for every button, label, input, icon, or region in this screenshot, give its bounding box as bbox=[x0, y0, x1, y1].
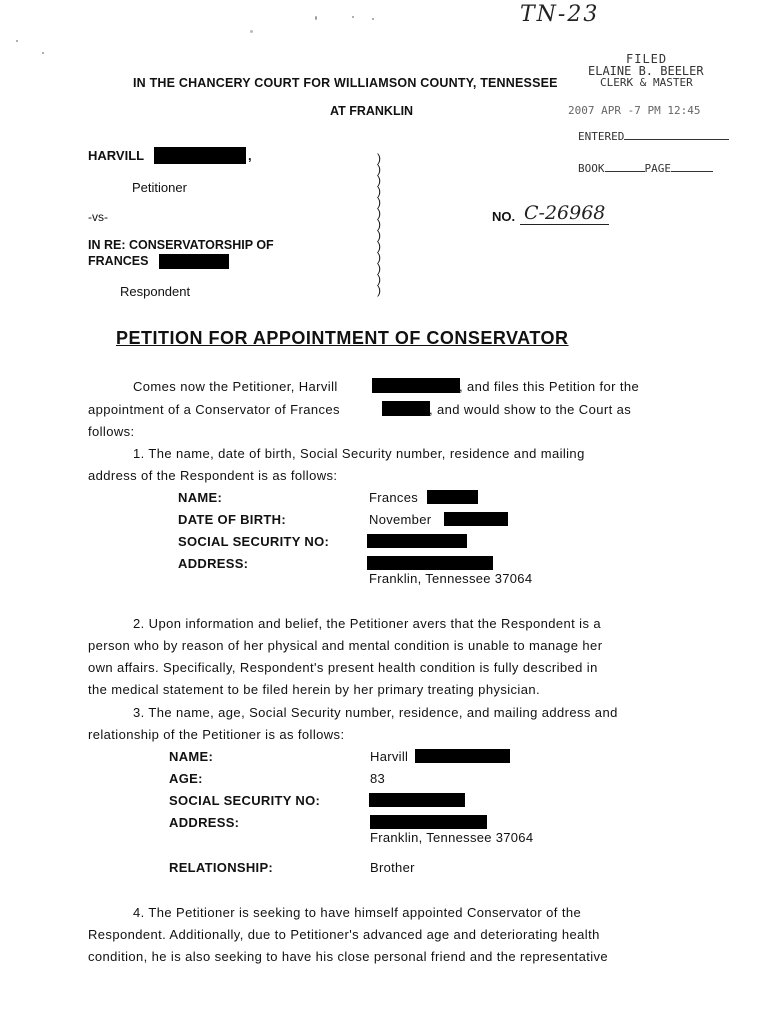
para1-line-1: 1. The name, date of birth, Social Security number, residence and mailing bbox=[133, 446, 585, 461]
redaction-block bbox=[370, 815, 487, 829]
court-location: AT FRANKLIN bbox=[330, 104, 414, 118]
stamp-date: 2007 APR -7 PM 12:45 bbox=[568, 104, 701, 117]
caption-bracket: ) ) ) ) ) ) ) ) ) ) ) ) ) bbox=[377, 151, 381, 297]
document-title: PETITION FOR APPOINTMENT OF CONSERVATOR bbox=[116, 328, 569, 348]
scan-speck bbox=[16, 40, 18, 42]
respondent-name-value: Frances bbox=[369, 490, 419, 505]
para4-line-3: condition, he is also seeking to have his close personal friend and the representative bbox=[88, 949, 609, 964]
redaction-block bbox=[415, 749, 510, 763]
para3-line-2: relationship of the Petitioner is as follows: bbox=[88, 727, 345, 742]
case-number-value: C-26968 bbox=[520, 202, 609, 225]
scan-speck bbox=[250, 30, 253, 33]
respondent-name-label: NAME: bbox=[178, 490, 223, 505]
respondent-address-label: ADDRESS: bbox=[178, 556, 249, 571]
para1-line-2: address of the Respondent is as follows: bbox=[88, 468, 338, 483]
redaction-block bbox=[444, 512, 508, 526]
intro-line-2a: appointment of a Conservator of Frances bbox=[88, 402, 340, 417]
respondent-dob-value: November bbox=[369, 512, 432, 527]
stamp-book-label: BOOK bbox=[578, 162, 605, 175]
caption-versus: -vs- bbox=[88, 210, 108, 224]
intro-line-1b: , and files this Petition for the bbox=[459, 379, 640, 394]
redaction-block bbox=[154, 147, 246, 164]
petitioner-address-label: ADDRESS: bbox=[169, 815, 240, 830]
redaction-block bbox=[427, 490, 478, 504]
para4-line-2: Respondent. Additionally, due to Petitioner's advanced age and deteriorating health bbox=[88, 927, 600, 942]
intro-line-1a: Comes now the Petitioner, Harvill bbox=[133, 379, 338, 394]
handwritten-case-mark: TN-23 bbox=[520, 2, 600, 27]
scan-speck bbox=[372, 18, 374, 20]
scan-speck bbox=[315, 16, 317, 20]
petitioner-relationship-label: RELATIONSHIP: bbox=[169, 860, 274, 875]
redaction-block bbox=[372, 378, 460, 393]
petitioner-age-label: AGE: bbox=[169, 771, 203, 786]
respondent-ssn-label: SOCIAL SECURITY NO: bbox=[178, 534, 330, 549]
scan-speck bbox=[42, 52, 44, 54]
petitioner-relationship-value: Brother bbox=[370, 860, 415, 875]
para2-line-4: the medical statement to be filed herein by her primary treating physician. bbox=[88, 682, 540, 697]
redaction-block bbox=[159, 254, 229, 269]
stamp-page-label: PAGE bbox=[644, 162, 671, 175]
respondent-dob-label: DATE OF BIRTH: bbox=[178, 512, 286, 527]
caption-respondent-role: Respondent bbox=[120, 284, 191, 299]
stamp-entered-label: ENTERED bbox=[578, 130, 625, 143]
stamp-entered bbox=[578, 130, 729, 143]
petitioner-name-value: Harvill bbox=[370, 749, 409, 764]
redaction-block bbox=[367, 534, 467, 548]
respondent-address-city: Franklin, Tennessee 37064 bbox=[369, 571, 533, 586]
para2-line-3: own affairs. Specifically, Respondent's present health condition is fully described in bbox=[88, 660, 598, 675]
caption-petitioner-suffix: , bbox=[248, 148, 252, 163]
caption-in-re-line1: IN RE: CONSERVATORSHIP OF bbox=[88, 238, 274, 252]
caption-petitioner-name: HARVILL bbox=[88, 148, 145, 163]
stamp-book-page bbox=[578, 162, 713, 175]
intro-line-3: follows: bbox=[88, 424, 135, 439]
para2-line-2: person who by reason of her physical and mental condition is unable to manage her bbox=[88, 638, 603, 653]
caption-petitioner-role: Petitioner bbox=[132, 180, 187, 195]
petitioner-age-value: 83 bbox=[370, 771, 386, 786]
stamp-clerk-title: CLERK & MASTER bbox=[600, 76, 693, 89]
redaction-block bbox=[367, 556, 493, 570]
petitioner-name-label: NAME: bbox=[169, 749, 214, 764]
stamp-filed: FILED bbox=[626, 52, 668, 66]
redaction-block bbox=[369, 793, 465, 807]
petitioner-ssn-label: SOCIAL SECURITY NO: bbox=[169, 793, 321, 808]
redaction-block bbox=[382, 401, 430, 416]
intro-line-2b: , and would show to the Court as bbox=[429, 402, 632, 417]
caption-in-re-line2: FRANCES bbox=[88, 254, 149, 268]
petitioner-address-city: Franklin, Tennessee 37064 bbox=[370, 830, 534, 845]
para3-line-1: 3. The name, age, Social Security number, residence, and mailing address and bbox=[133, 705, 618, 720]
para2-line-1: 2. Upon information and belief, the Petitioner avers that the Respondent is a bbox=[133, 616, 602, 631]
case-number-label: NO. bbox=[492, 209, 516, 224]
para4-line-1: 4. The Petitioner is seeking to have himself appointed Conservator of the bbox=[133, 905, 582, 920]
stamp-clerk-name: ELAINE B. BEELER bbox=[588, 64, 704, 78]
court-name: IN THE CHANCERY COURT FOR WILLIAMSON COUNTY, TENNESSEE bbox=[133, 76, 558, 90]
scan-speck bbox=[352, 16, 354, 18]
